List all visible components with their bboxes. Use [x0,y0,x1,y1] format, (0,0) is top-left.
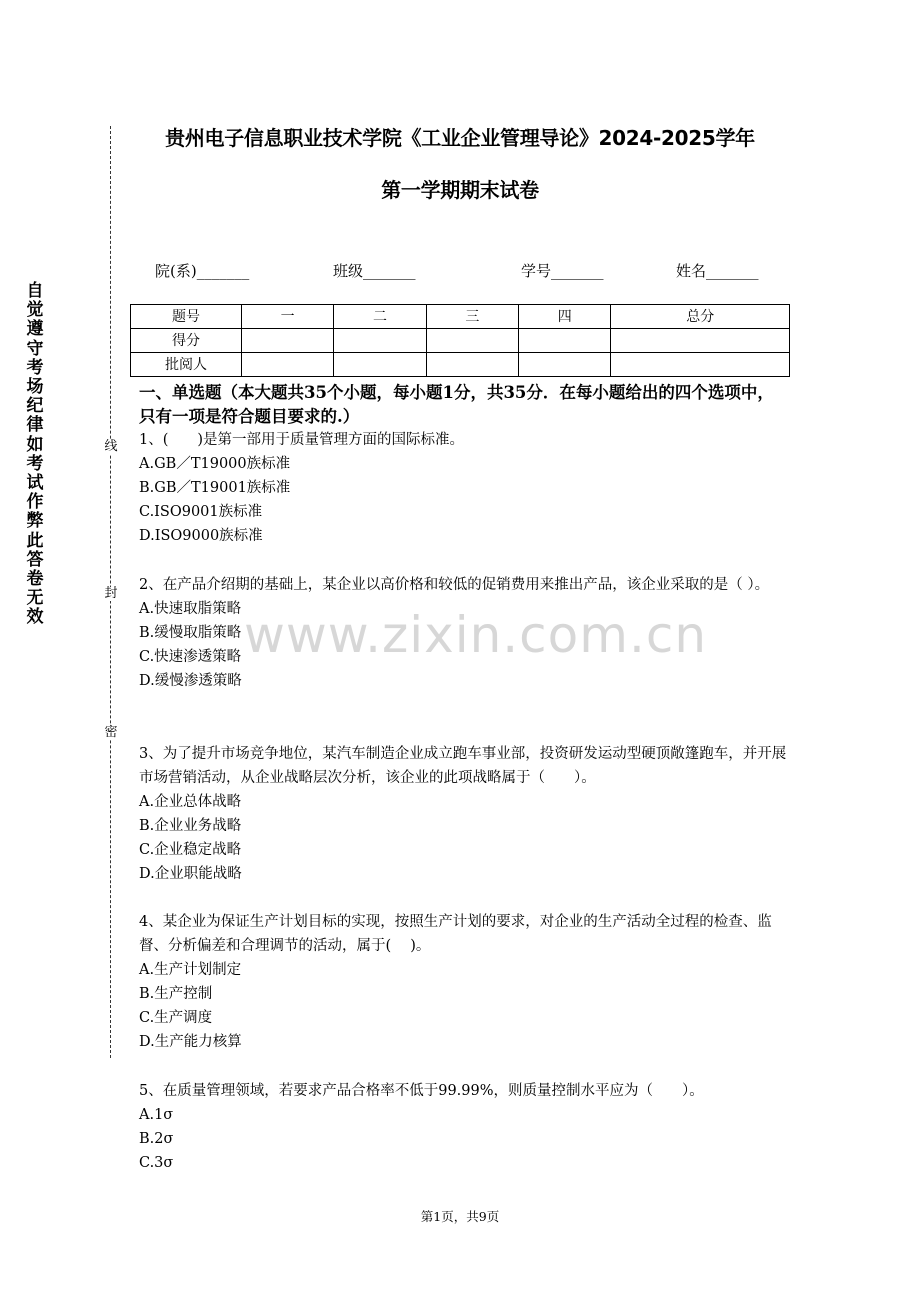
question-stem: 5、在质量管理领域，若要求产品合格率不低于99.99%，则质量控制水平应为（ ）。 [139,1083,704,1099]
question-1 [139,428,789,548]
option-d[interactable]: D.缓慢渗透策略 [139,673,242,689]
header-cell-part2: 二 [334,305,426,329]
score-cell[interactable] [519,329,611,353]
option-b[interactable]: B.2σ [139,1131,174,1147]
question-stem: 4、某企业为保证生产计划目标的实现，按照生产计划的要求，对企业的生产活动全过程的检查、监督、分析偏差和合理调节的活动，属于( )。 [139,914,772,954]
info-class: 班级_______ [333,262,416,280]
question-5 [139,1079,789,1175]
info-student-id: 学号_______ [521,262,604,280]
score-row [131,329,790,353]
row-label-score: 得分 [131,329,242,353]
header-cell-total: 总分 [611,305,790,329]
score-cell[interactable] [242,329,334,353]
grader-cell[interactable] [611,353,790,377]
grader-cell[interactable] [334,353,426,377]
info-department: 院(系)_______ [155,262,250,280]
exam-title-line1: 贵州电子信息职业技术学院《工业企业管理导论》2024-2025学年 [165,126,755,150]
section-heading: 一、单选题（本大题共35个小题，每小题1分，共35分．在每小题给出的四个选项中，只有一项是符合题目要求的.） [139,383,774,426]
option-d[interactable]: D.ISO9000族标准 [139,528,263,544]
page-footer: 第1页，共9页 [420,1209,500,1224]
option-c[interactable]: C.生产调度 [139,1010,213,1026]
grader-cell[interactable] [519,353,611,377]
score-table-header [131,305,790,329]
exam-title-line2: 第一学期期末试卷 [381,178,539,202]
option-d[interactable]: D.企业职能战略 [139,866,242,882]
binding-mark-secret: 密 [104,725,118,740]
option-b[interactable]: B.缓慢取脂策略 [139,625,242,641]
score-table [130,304,790,377]
grader-row [131,353,790,377]
score-cell[interactable] [611,329,790,353]
option-a[interactable]: A.生产计划制定 [139,962,242,978]
score-cell[interactable] [334,329,426,353]
header-cell-part4: 四 [519,305,611,329]
row-label-grader: 批阅人 [131,353,242,377]
grader-cell[interactable] [426,353,518,377]
option-a[interactable]: A.1σ [139,1107,174,1123]
question-stem: 1、( )是第一部用于质量管理方面的国际标准。 [139,432,465,448]
option-b[interactable]: B.生产控制 [139,986,213,1002]
exam-discipline-warning: 自觉遵守考场纪律如考试作弊此答卷无效 [26,281,44,628]
option-a[interactable]: A.GB／T19000族标准 [139,456,291,472]
watermark: www.zixin.com.cn [244,606,708,664]
option-a[interactable]: A.快速取脂策略 [139,601,242,617]
header-cell-label: 题号 [131,305,242,329]
option-c[interactable]: C.企业稳定战略 [139,842,242,858]
option-c[interactable]: C.3σ [139,1155,174,1171]
option-b[interactable]: B.企业业务战略 [139,818,242,834]
question-stem: 2、在产品介绍期的基础上，某企业以高价格和较低的促销费用来推出产品，该企业采取的是（ ）。 [139,577,770,593]
question-stem: 3、为了提升市场竞争地位，某汽车制造企业成立跑车事业部，投资研发运动型硬顶敞篷跑车，并开展市场营销活动，从企业战略层次分析，该企业的此项战略属于（ ）。 [139,746,787,786]
binding-mark-seal: 封 [104,586,118,601]
score-cell[interactable] [426,329,518,353]
binding-mark-line: 线 [104,439,118,454]
option-c[interactable]: C.快速渗透策略 [139,649,242,665]
option-a[interactable]: A.企业总体战略 [139,794,242,810]
info-name: 姓名_______ [676,262,759,280]
header-cell-part1: 一 [242,305,334,329]
option-d[interactable]: D.生产能力核算 [139,1034,242,1050]
option-b[interactable]: B.GB／T19001族标准 [139,480,291,496]
header-cell-part3: 三 [426,305,518,329]
question-4 [139,910,789,1054]
option-c[interactable]: C.ISO9001族标准 [139,504,263,520]
grader-cell[interactable] [242,353,334,377]
question-3 [139,742,789,886]
